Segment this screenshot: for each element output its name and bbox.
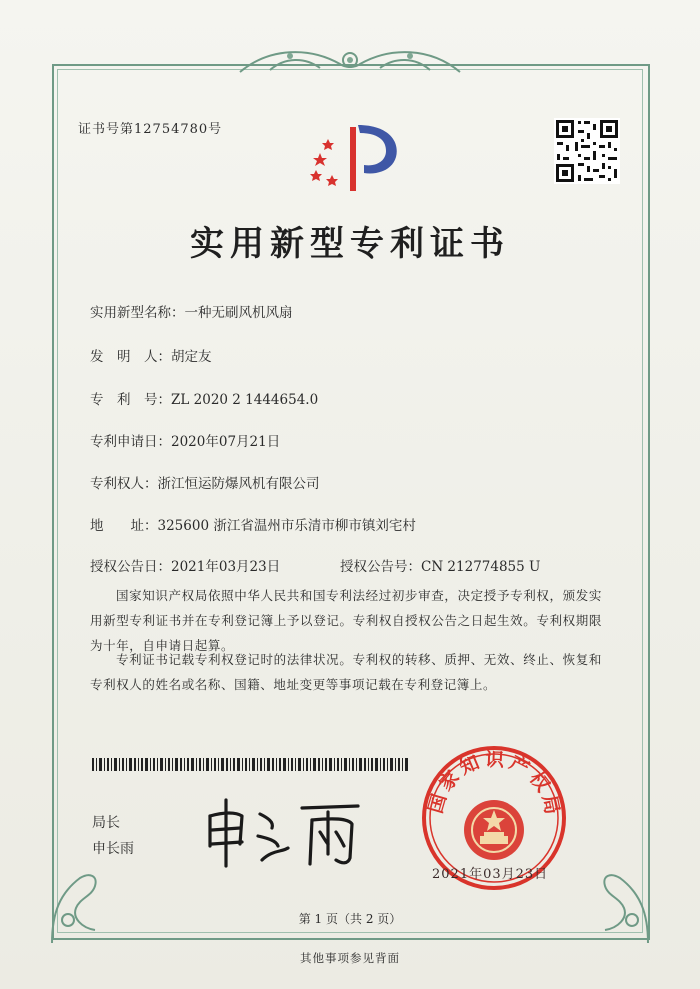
barcode [92,758,408,771]
field-label: 发 明 人： [90,349,171,365]
field-label: 专利权人： [90,476,158,492]
field-value: 胡定友 [171,349,212,365]
field-patent-number [90,388,318,408]
field-utility-model-name [90,301,293,321]
seal-date: 2021年03月23日 [432,867,549,882]
field-value: 2021年03月23日 [171,559,281,575]
paragraph-legal-status: 专利证书记载专利权登记时的法律状况。专利权的转移、质押、无效、终止、恢复和专利权人的姓名或名称、国籍、地址变更等事项记载在专利登记簿上。 [90,652,602,692]
field-label: 实用新型名称： [90,305,185,321]
field-label: 授权公告号： [340,559,421,575]
back-note: 其他事项参见背面 [300,951,400,965]
field-label: 专 利 号： [90,392,171,408]
field-value: 325600 浙江省温州市乐清市柳市镇刘宅村 [157,518,416,534]
field-inventor [90,345,212,365]
qr-code[interactable] [554,118,620,184]
field-label: 授权公告日： [90,559,171,575]
field-value: 一种无刷风机风扇 [184,305,293,321]
certificate-number: 证书号第12754780号 [78,122,223,137]
handwritten-signature [202,794,362,870]
top-ornament [230,42,470,82]
field-address [90,514,416,534]
national-emblem-icon [464,800,524,860]
field-value: 2020年07月21日 [171,434,281,450]
certificate-title: 实用新型专利证书 [190,224,510,264]
field-grant-number [340,555,540,575]
signatory-role: 局长 [92,815,120,831]
field-grant-date [90,555,280,575]
field-value: ZL 2020 2 1444654.0 [171,392,319,408]
signatory-name: 申长雨 [92,841,134,857]
corner-ornament-bottom-right [590,858,660,948]
field-filing-date [90,430,280,450]
cnipa-logo [298,113,404,197]
corner-ornament-bottom-left [40,858,110,948]
field-value: 浙江恒运防爆风机有限公司 [157,476,320,492]
seal-text: 国家知识产权局 [424,748,564,821]
field-label: 地 址： [90,518,158,534]
field-patentee [90,472,320,492]
field-label: 专利申请日： [90,434,171,450]
field-value: CN 212774855 U [421,559,541,575]
page-number: 第 1 页（共 2 页） [298,912,402,926]
paragraph-grant-statement: 国家知识产权局依照中华人民共和国专利法经过初步审查，决定授予专利权，颁发实用新型专利证书并在专利登记簿上予以登记。专利权自授权公告之日起生效。专利权期限为十年，自申请日起算。 [90,588,602,653]
